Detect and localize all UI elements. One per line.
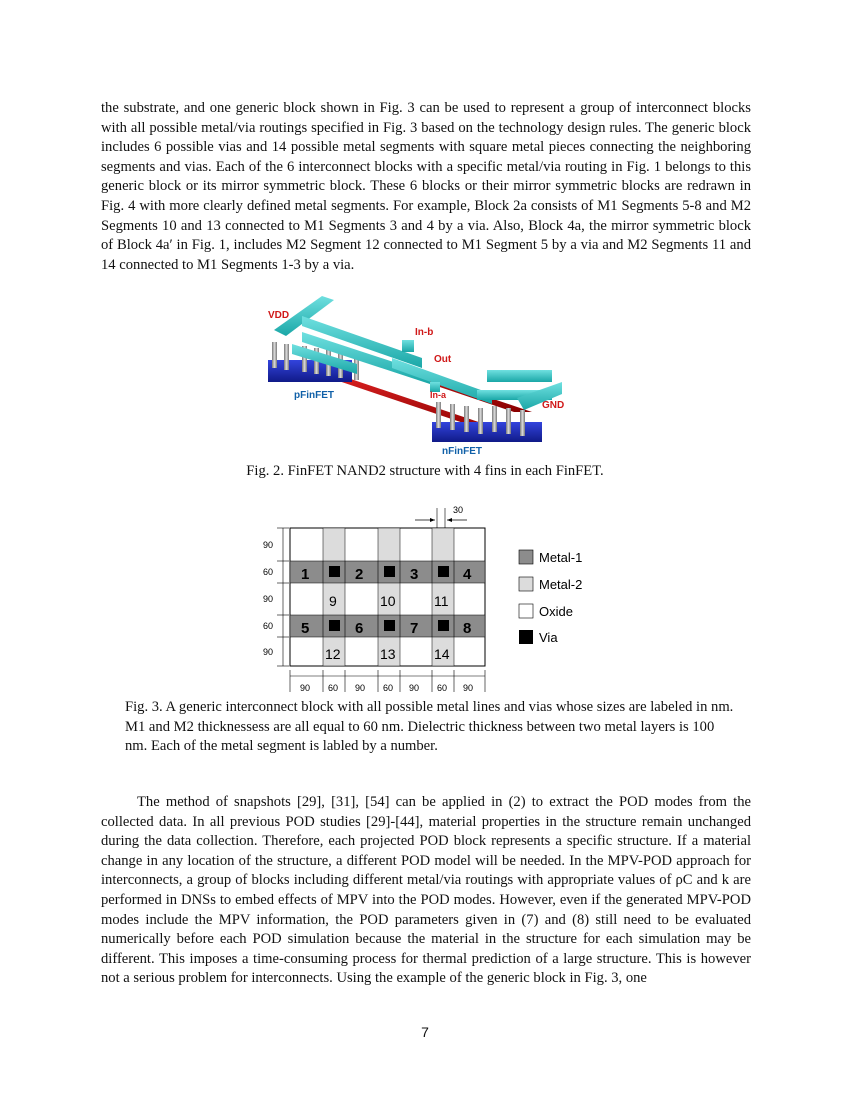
dim-left-5: 90: [263, 647, 274, 657]
dim-bottom-6: 60: [437, 683, 448, 693]
m1-label-1: 1: [301, 566, 310, 583]
label-nfinfet: nFinFET: [442, 446, 482, 457]
dim-bottom-7: 90: [463, 683, 474, 693]
dim-top-30: 30: [453, 505, 464, 515]
m1-label-2: 2: [355, 566, 364, 583]
via-4: [329, 620, 340, 631]
m1-label-8: 8: [463, 620, 472, 637]
fig3-caption: Fig. 3. A generic interconnect block with all possible metal lines and vias whose sizes are labeled in nm. M1 and M2 thicknessess are all equal to 60 nm. Dielectric thickness between two metal layers is 100 nm. Each of the metal segment is labled by a number.: [125, 699, 734, 755]
gnd-rail: [487, 370, 552, 382]
m2-label-11: 11: [434, 593, 449, 609]
dim-bottom-3: 90: [355, 683, 366, 693]
paragraph-1: the substrate, and one generic block shown in Fig. 3 can be used to represent a group of interconnect blocks with all possible metal/via routings specified in Fig. 3 based on the technology design rules. The generic block includes 6 possible vias and 14 possible metal segments with square metal pieces connecting the neighboring segments and vias. Each of the 6 interconnect blocks with a specific metal/via routing in Fig. 1 belongs to this generic block or its mirror symmetric block. These 6 blocks or their mirror symmetric blocks are redrawn in Fig. 4 with more clearly defined metal segments. For example, Block 2a consists of M1 Segments 5-8 and M2 Segments 10 and 13 connected to M1 Segments 3 and 4 by a via. Also, Block 4a, the mirror symmetric block of Block 4a′ in Fig. 1, includes M2 Segment 12 connected to M1 Segment 5 by a via and M2 Segments 11 and 14 connected to M1 Segments 1-3 by a via.: [101, 100, 751, 273]
label-in-b: In-b: [415, 327, 434, 338]
m1-label-7: 7: [410, 620, 419, 637]
dim-left-2: 60: [263, 567, 274, 577]
via-3: [438, 566, 449, 577]
label-gnd: GND: [542, 400, 565, 411]
dim-bottom-1: 90: [300, 683, 311, 693]
in-b-contact: [402, 340, 414, 352]
label-out: Out: [434, 354, 452, 365]
legend-label-via: Via: [539, 630, 558, 645]
m1-label-3: 3: [410, 566, 419, 583]
fig3-generic-block: [255, 500, 595, 700]
legend-label-oxide: Oxide: [539, 604, 573, 619]
legend-swatch-via: [519, 630, 533, 644]
m1-label-4: 4: [463, 566, 472, 583]
m2-label-12: 12: [325, 646, 341, 662]
legend-swatch-metal2: [519, 577, 533, 591]
fig2-finfet-illustration: [262, 290, 592, 458]
dim-bottom-5: 90: [409, 683, 420, 693]
label-vdd: VDD: [268, 310, 290, 321]
via-2: [384, 566, 395, 577]
fig2-caption: Fig. 2. FinFET NAND2 structure with 4 fins in each FinFET.: [246, 463, 604, 479]
via-1: [329, 566, 340, 577]
legend-label-metal1: Metal-1: [539, 550, 583, 565]
m2-label-13: 13: [380, 646, 396, 662]
dim-left-1: 90: [263, 540, 274, 550]
label-in-a: In-a: [430, 390, 447, 400]
via-6: [438, 620, 449, 631]
dim-left-3: 90: [263, 594, 274, 604]
dim-left-4: 60: [263, 621, 274, 631]
m1-label-5: 5: [301, 620, 310, 637]
label-pfinfet: pFinFET: [294, 390, 334, 401]
page-number: 7: [421, 1024, 429, 1040]
m2-label-14: 14: [434, 646, 450, 662]
legend-label-metal2: Metal-2: [539, 577, 583, 592]
m1-label-6: 6: [355, 620, 364, 637]
paragraph-2: The method of snapshots [29], [31], [54] can be applied in (2) to extract the POD modes from the collected data. In all previous POD studies [29]-[44], material properties in the structure remain unchanged during the data collection. Therefore, each projected POD block represents a specific structure. If a material change in any location of the structure, a different POD model will be needed. In the MPV-POD approach for interconnects, a group of blocks including different metal/via routings with appropriate values of ρC and k are performed in DNSs to embed effects of MPV into the POD modes. However, even if the generated MPV-POD modes include the MPV information, the POD parameters given in (7) and (8) still need to be evaluated numerically before each POD simulation because the material in the structure for each simulation may be different. This imposes a time-consuming process for thermal prediction of a large structure. This is however not a serious problem for interconnects. Using the example of the generic block in Fig. 3, one: [101, 794, 751, 987]
dim-bottom-4: 60: [383, 683, 394, 693]
m2-label-9: 9: [329, 593, 337, 609]
dim-bottom-2: 60: [328, 683, 339, 693]
nfinfet-base: [432, 422, 542, 442]
m2-label-10: 10: [380, 593, 396, 609]
legend-swatch-metal1: [519, 550, 533, 564]
legend-swatch-oxide: [519, 604, 533, 618]
via-5: [384, 620, 395, 631]
